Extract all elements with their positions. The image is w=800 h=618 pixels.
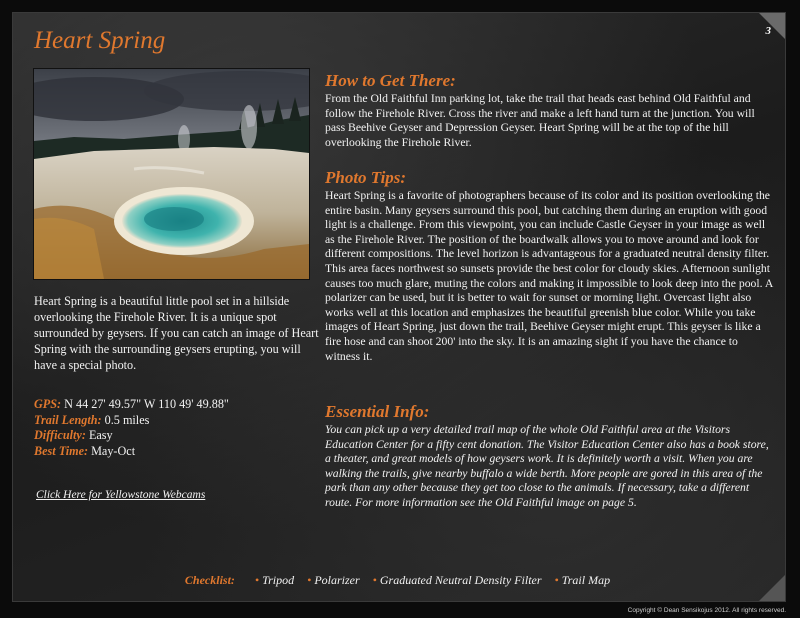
fact-value: N 44 27' 49.57" W 110 49' 49.88": [64, 397, 229, 411]
page-corner-fold: [759, 13, 785, 39]
yellowstone-webcams-link[interactable]: Click Here for Yellowstone Webcams: [36, 489, 206, 501]
fact-value: Easy: [88, 428, 113, 442]
intro-paragraph: Heart Spring is a beautiful little pool set in a hillside overlooking the Firehole River. It is a unique spot surrounded by geysers. If you can catch an image of Heart Spring with the surrounding geysers erupting, you will have a special photo.: [34, 294, 319, 372]
fact-trail-length: [34, 413, 319, 429]
fact-label: Best Time:: [34, 443, 89, 458]
checklist-item-label: Graduated Neutral Density Filter: [379, 573, 542, 587]
checklist-item: [307, 573, 360, 587]
section-title: Photo Tips:: [325, 168, 407, 187]
checklist-item-label: Trail Map: [561, 573, 611, 587]
checklist: [13, 573, 787, 588]
checklist-label: Checklist:: [184, 573, 235, 587]
trail-facts: [34, 397, 319, 459]
checklist-item: [555, 573, 611, 587]
section-body: Heart Spring is a favorite of photographers because of its color and its position overlooking the entire basin. Many geysers surround this pool, but catching them during an eruption with good light is a challenge. From this viewpoint, you can include Castle Geyser in your image as well as the Firehole River. The position of the boardwalk allows you to move around and look for different compositions. The level horizon is advantageous for a graduated neutral density filter. This area faces northwest so sunsets provide the best color for cloudy skies. Afternoon sunlight causes too much glare, muting the colors and making it impossible to look deep into the pool. A polarizer can be used, but it is better to wait for sunset or morning light. Overcast light also works well at this location and emphasizes the beautiful greenish blue color. While you take images of Heart Spring, just down the trail, Beehive Geyser might erupt. This geyser is like a fire hose and can shoot 200' into the sky. It is an amazing sight if you have the chance to witness it.: [325, 189, 773, 363]
page-title: Heart Spring: [34, 27, 166, 54]
fact-best-time: [34, 444, 319, 460]
section-essential-info: [325, 402, 775, 511]
checklist-item-label: Polarizer: [314, 573, 360, 587]
heart-spring-photo: [33, 68, 310, 280]
copyright-notice: Copyright © Dean Sensikojus 2012. All rights reserved.: [627, 607, 786, 614]
page-number: 3: [765, 25, 771, 37]
section-photo-tips: [325, 168, 775, 364]
fact-difficulty: [34, 428, 319, 444]
fact-value: May-Oct: [91, 443, 136, 458]
checklist-item: [373, 573, 542, 587]
fact-label: GPS:: [34, 397, 62, 411]
section-body: You can pick up a very detailed trail map of the whole Old Faithful area at the Visitors Education Center for a fifty cent donation. The Visitor Education Center also has a book store, a theater, and great models of how geysers work. It is definitely worth a visit. When you are walking the trails, give nearby buffalo a wide berth. More people are gored in this area of the park than any other because they get too close to the animals. If necessary, take a different route. For more information see the Old Faithful image on page 5.: [325, 423, 769, 509]
fact-label: Difficulty:: [34, 428, 86, 442]
guide-page: [12, 12, 786, 602]
section-title: Essential Info:: [325, 402, 430, 421]
bullet-icon: •: [372, 573, 377, 587]
bullet-icon: •: [254, 573, 260, 587]
section-title: How to Get There:: [325, 71, 456, 90]
bullet-icon: •: [307, 573, 312, 587]
bullet-icon: •: [554, 573, 559, 587]
section-body: From the Old Faithful Inn parking lot, take the trail that heads east behind Old Faithful and follow the Firehole River. Cross the river and make a left hand turn at the junction. You will pass Beehive Geyser and Depression Geyser. Heart Spring will be at the top of the hill overlooking the Firehole River.: [325, 92, 755, 149]
section-how-to-get-there: [325, 71, 775, 150]
fact-gps: [34, 397, 319, 413]
checklist-item: [255, 573, 294, 587]
fact-label: Trail Length:: [34, 412, 102, 427]
fact-value: 0.5 miles: [104, 412, 150, 427]
checklist-item-label: Tripod: [262, 573, 295, 587]
